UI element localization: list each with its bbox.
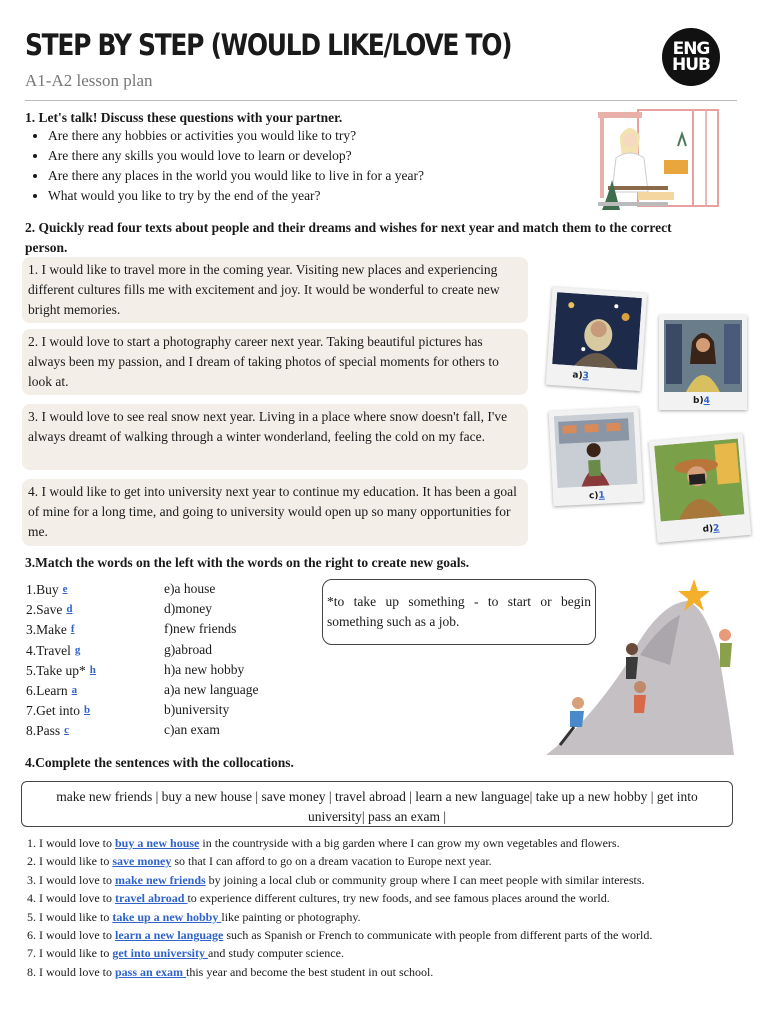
library-student-image [664, 320, 742, 392]
sentence-end: this year and become the best student in out school. [186, 964, 434, 979]
match-answer-blank[interactable]: e [62, 583, 68, 595]
sentence-item [27, 946, 344, 961]
match-answer-blank[interactable]: d [66, 603, 73, 616]
sentence-end: by joining a local club or community group where I can meet people with similar interests. [205, 872, 645, 887]
match-left-item [26, 640, 88, 661]
page-subtitle: A1-A2 lesson plan [25, 71, 153, 90]
section-2-heading-line-1: 2. Quickly read four texts about people and their dreams and wishes for next year and match them to the correct [25, 220, 672, 235]
match-left-item [26, 660, 104, 681]
photo-a [546, 287, 648, 391]
section-1-heading: 1. Let's talk! Discuss these questions with your partner. [25, 110, 343, 125]
sentence-start: 2. I would like to [27, 854, 113, 869]
match-word: 6.Learn [26, 683, 68, 698]
question-item: • Are there any hobbies or activities you would like to try? [48, 126, 424, 146]
sentence-end: in the countryside with a big garden where I can grow my own vegetables and flowers. [199, 836, 620, 850]
match-left-item [26, 579, 76, 600]
sentence-end: like painting or photography. [221, 909, 361, 924]
photo-b-label: b)4 [693, 396, 710, 406]
photo-c [549, 407, 644, 507]
match-answer-blank[interactable]: a [71, 684, 78, 696]
photo-a-label: a)3 [572, 370, 590, 382]
sentence-end: so that I can afford to go on a dream vacation to Europe next year. [171, 854, 492, 869]
sentence-start: 6. I would love to [27, 928, 115, 942]
match-right-item: e)a house [164, 581, 216, 596]
sentence-item [27, 873, 645, 888]
discussion-questions [28, 126, 424, 206]
section-3-heading: 3.Match the words on the left with the words on the right to create new goals. [25, 555, 470, 570]
photo-c-label: c)1 [588, 490, 606, 502]
question-item: • What would you like to try by the end of the year? [48, 186, 424, 206]
collocation-word-bank: make new friends | buy a new house | save money | travel abroad | learn a new language| take up a new hobby | get into university| pass an exam | [21, 781, 733, 827]
photo-b-answer[interactable]: 4 [703, 396, 710, 406]
match-right-item: d)money [164, 601, 212, 617]
section-4-heading: 4.Complete the sentences with the collocations. [25, 755, 294, 770]
reading-text-3: 3. I would love to see real snow next year. Living in a place where snow doesn't fall, I've always dreamt of walking through a winter wonderland, feeling the cold on my face. [22, 404, 528, 470]
section-2-heading-line-2: person. [25, 240, 68, 255]
match-word: 3.Make [26, 622, 67, 638]
match-word: 2.Save [26, 602, 63, 618]
match-left-item [26, 599, 81, 620]
header-divider [25, 100, 737, 101]
sentence-answer-blank[interactable]: get into university [112, 946, 208, 961]
sentence-answer-blank[interactable]: make new friends [115, 872, 206, 887]
match-right-item: f)new friends [164, 621, 237, 637]
photo-b [659, 315, 747, 410]
sentence-end: such as Spanish or French to communicate with people from different parts of the world. [223, 928, 653, 942]
sentence-end: and study computer science. [208, 946, 344, 961]
photo-d [649, 433, 752, 543]
match-answer-blank[interactable]: b [84, 704, 91, 717]
match-right-item: c)an exam [164, 722, 220, 738]
mountain-climbers-illustration [540, 575, 740, 760]
take-up-definition: *to take up something - to start or begin something such as a job. [322, 579, 596, 645]
question-item: • Are there any skills you would love to learn or develop? [48, 146, 424, 166]
page-title: STEP BY STEP (WOULD LIKE/LOVE TO) [25, 28, 512, 62]
airport-traveller-image [554, 412, 638, 488]
sentence-answer-blank[interactable]: buy a new house [115, 836, 200, 850]
sentence-start: 3. I would love to [27, 872, 115, 887]
photo-d-label: d)2 [702, 523, 720, 535]
match-answer-blank[interactable]: h [89, 663, 96, 676]
question-item: • Are there any places in the world you would like to live in for a year? [48, 166, 424, 186]
sentence-answer-blank[interactable]: pass an exam [115, 964, 187, 979]
match-right-item: b)university [164, 702, 230, 718]
photo-d-answer[interactable]: 2 [712, 523, 720, 534]
match-word: 1.Buy [26, 582, 59, 597]
match-left-item [26, 680, 85, 701]
match-answer-blank[interactable]: c [64, 724, 70, 737]
match-answer-blank[interactable]: f [70, 623, 75, 636]
reading-text-2: 2. I would love to start a photography career next year. Taking beautiful pictures has always been my passion, and I dream of taking photos of special moments for others to look at. [22, 329, 528, 395]
sentence-answer-blank[interactable]: save money [112, 854, 172, 869]
sentence-item [27, 910, 361, 925]
reading-text-1: 1. I would like to travel more in the coming year. Visiting new places and experiencing different cultures fills me with excitement and joy. It would be wonderful to create new bright memories. [22, 257, 528, 323]
sentence-item [27, 965, 433, 980]
sentence-answer-blank[interactable]: take up a new hobby [112, 909, 222, 924]
logo-line-1: ENG [672, 39, 710, 59]
sentence-answer-blank[interactable]: travel abroad [115, 891, 188, 906]
sentence-item [27, 928, 652, 943]
match-right-item: a)a new language [164, 682, 259, 697]
match-left-item [26, 720, 77, 741]
match-word: 8.Pass [26, 723, 61, 739]
match-answer-blank[interactable]: g [74, 643, 81, 656]
sentence-start: 4. I would love to [27, 891, 115, 906]
sentence-start: 8. I would love to [27, 964, 115, 979]
match-word: 4.Travel [26, 642, 71, 658]
sentence-item [27, 854, 492, 869]
sentence-item [27, 891, 610, 906]
sentence-answer-blank[interactable]: learn a new language [115, 928, 224, 942]
sentence-start: 5. I would like to [27, 909, 113, 924]
reading-text-4: 4. I would like to get into university next year to continue my education. It has been a goal of mine for a long time, and going to university would open up so many opportunities for me. [22, 479, 528, 546]
woman-at-window-illustration [598, 106, 724, 216]
photographer-image [654, 439, 744, 522]
photo-a-answer[interactable]: 3 [582, 371, 590, 382]
section-2-heading [25, 218, 745, 258]
match-word: 7.Get into [26, 703, 80, 719]
logo-line-2: HUB [672, 55, 710, 75]
snow-woman-image [552, 292, 642, 370]
sentence-end: to experience different cultures, try new foods, and see famous places around the world. [187, 891, 610, 906]
sentence-start: 7. I would like to [27, 946, 113, 961]
match-word: 5.Take up* [26, 662, 86, 678]
photo-c-answer[interactable]: 1 [598, 490, 606, 501]
sentence-start: 1. I would love to [27, 836, 115, 850]
eng-hub-logo [662, 28, 720, 86]
sentence-item [27, 836, 620, 851]
match-left-item [26, 700, 98, 721]
match-right-item: h)a new hobby [164, 661, 245, 677]
match-right-item: g)abroad [164, 641, 212, 657]
match-left-item [26, 619, 83, 640]
